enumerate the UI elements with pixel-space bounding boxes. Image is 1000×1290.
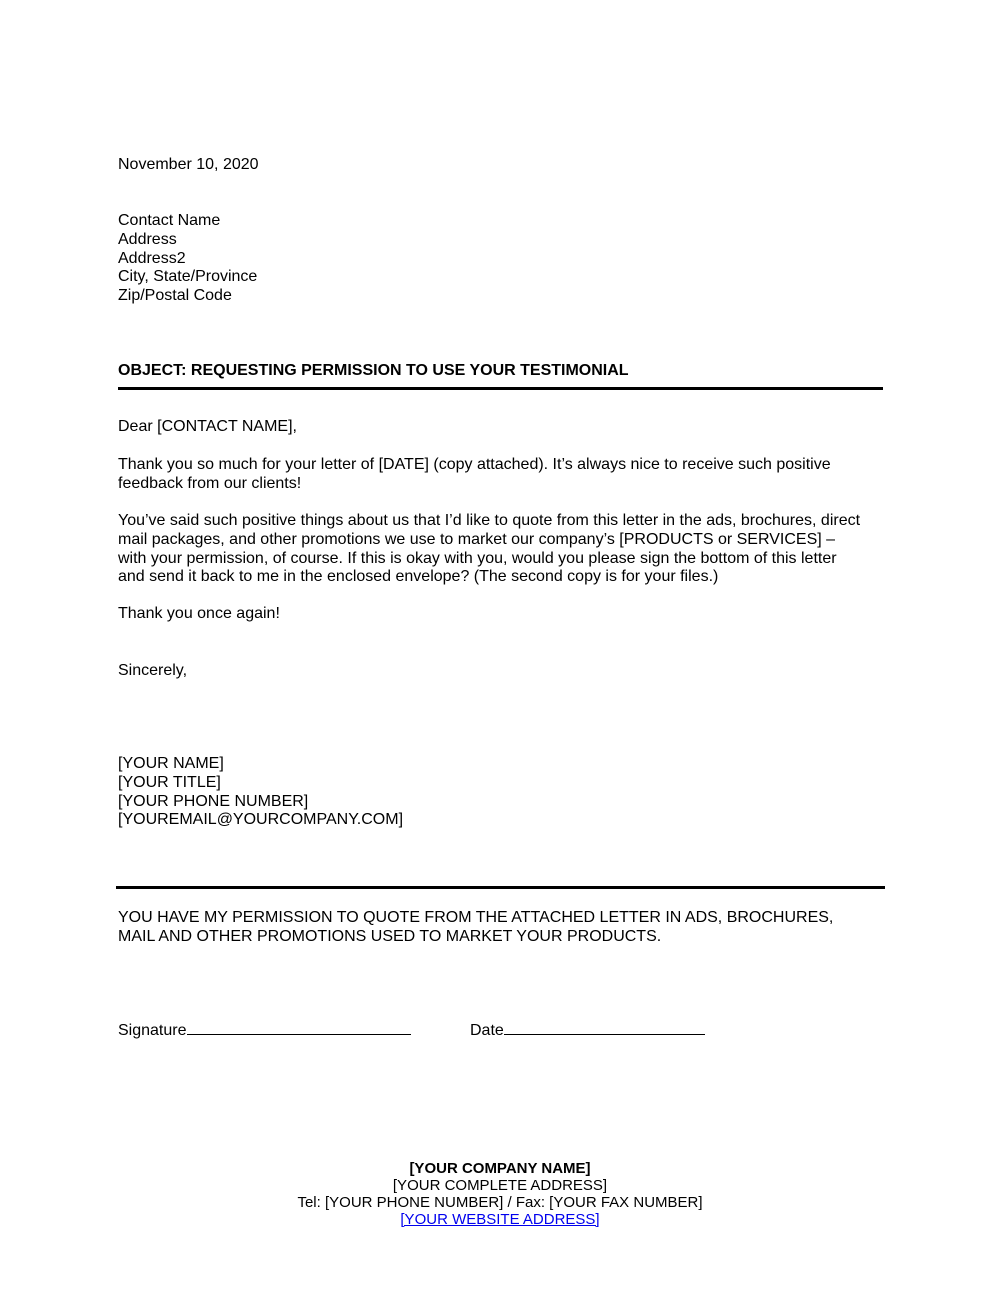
paragraph-request-line: and send it back to me in the enclosed envelope? (The second copy is for your files.) xyxy=(118,568,719,586)
paragraph-thanks xyxy=(118,456,888,494)
paragraph-thanks-line: feedback from our clients! xyxy=(118,474,302,492)
permission-divider xyxy=(116,886,885,889)
signature-line[interactable] xyxy=(187,1033,411,1035)
recipient-address2: Address2 xyxy=(118,249,186,267)
sender-title: [YOUR TITLE] xyxy=(118,773,221,791)
date-field[interactable] xyxy=(470,1022,705,1040)
recipient-zip: Zip/Postal Code xyxy=(118,287,232,305)
paragraph-thanks-line: Thank you so much for your letter of [DATE] (copy attached). It’s always nice to receive such positive xyxy=(118,456,831,473)
sender-email: [YOUREMAIL@YOURCOMPANY.COM] xyxy=(118,811,404,829)
paragraph-closing-thanks: Thank you once again! xyxy=(118,605,280,622)
letter-date: November 10, 2020 xyxy=(118,156,259,173)
company-footer xyxy=(0,1160,1000,1228)
recipient-address1: Address xyxy=(118,230,177,248)
footer-company-name: [YOUR COMPANY NAME] xyxy=(409,1160,591,1177)
salutation: Dear [CONTACT NAME], xyxy=(118,418,297,435)
permission-line: YOU HAVE MY PERMISSION TO QUOTE FROM THE ATTACHED LETTER IN ADS, BROCHURES, xyxy=(118,909,834,926)
paragraph-request-line: You’ve said such positive things about us that I’d like to quote from this letter in the ads, brochures, direct xyxy=(118,512,861,529)
footer-tel-fax: Tel: [YOUR PHONE NUMBER] / Fax: [YOUR FAX NUMBER] xyxy=(297,1194,703,1211)
date-label: Date xyxy=(470,1022,504,1039)
paragraph-request-line: with your permission, of course. If this is okay with you, would you please sign the bottom of this letter xyxy=(118,549,837,567)
subject-divider xyxy=(118,387,883,390)
permission-line: MAIL AND OTHER PROMOTIONS USED TO MARKET YOUR PRODUCTS. xyxy=(118,927,662,945)
recipient-address xyxy=(118,212,257,306)
permission-statement xyxy=(118,909,833,947)
recipient-city: City, State/Province xyxy=(118,268,258,286)
signature-field[interactable] xyxy=(118,1022,411,1040)
closing: Sincerely, xyxy=(118,662,188,679)
signature-label: Signature xyxy=(118,1022,187,1039)
paragraph-request-line: mail packages, and other promotions we use to market our company’s [PRODUCTS or SERVICES] – xyxy=(118,530,836,548)
subject-line: OBJECT: REQUESTING PERMISSION TO USE YOUR TESTIMONIAL xyxy=(118,362,629,379)
footer-address: [YOUR COMPLETE ADDRESS] xyxy=(392,1177,608,1194)
date-line[interactable] xyxy=(504,1033,705,1035)
sender-name: [YOUR NAME] xyxy=(118,755,224,772)
footer-website-link[interactable]: [YOUR WEBSITE ADDRESS] xyxy=(400,1211,600,1228)
paragraph-request xyxy=(118,512,888,587)
sender-phone: [YOUR PHONE NUMBER] xyxy=(118,792,309,810)
recipient-name: Contact Name xyxy=(118,212,221,229)
sender-block xyxy=(118,755,403,830)
